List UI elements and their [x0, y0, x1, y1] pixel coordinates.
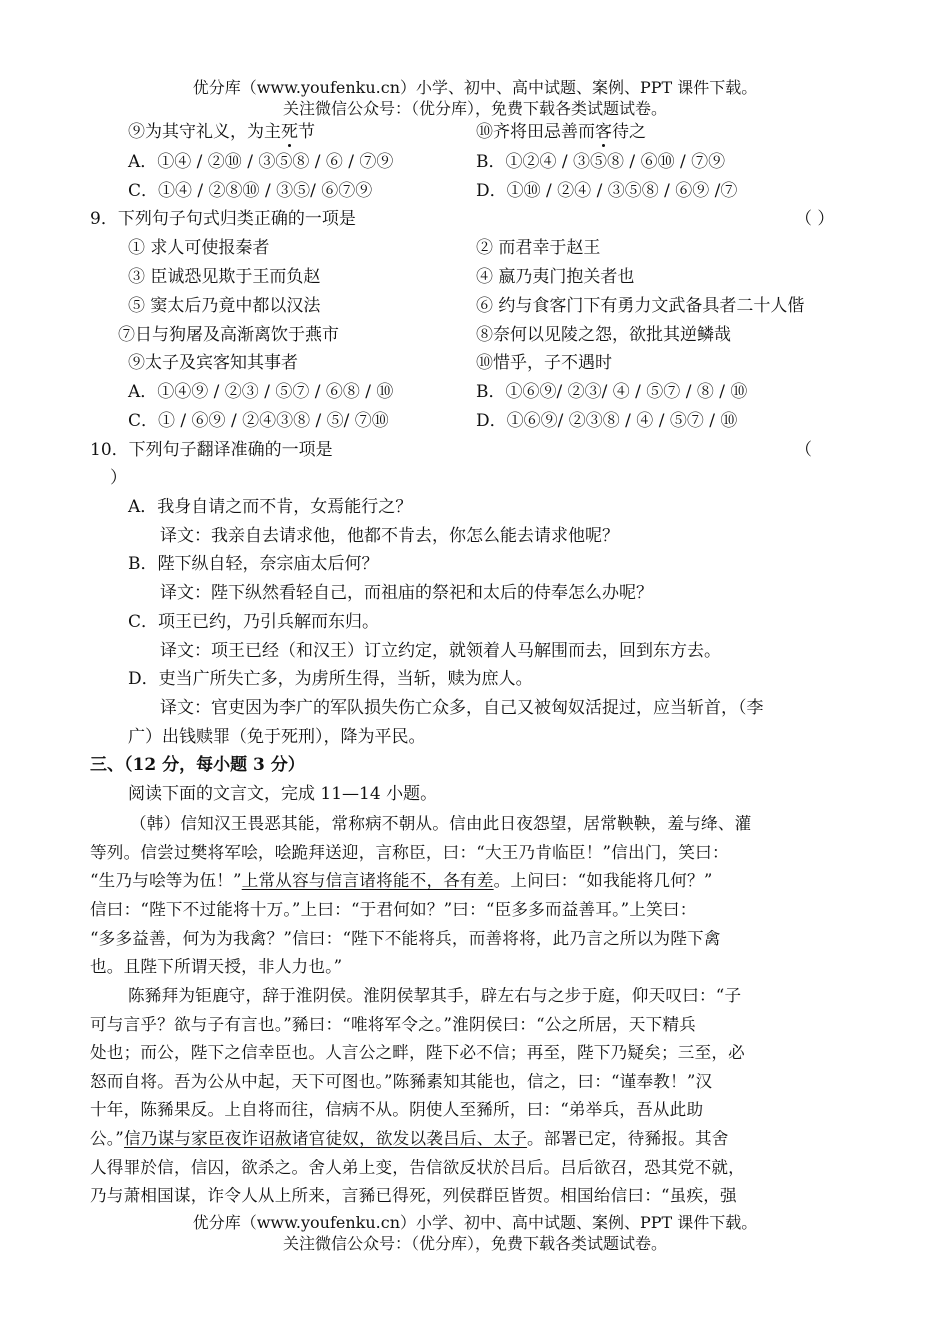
passage-line: 信曰：“陛下不过能将十万。”上曰：“于君何如？”曰：“臣多多而益善耳。”上笑曰：	[90, 900, 697, 919]
q9-item: ⑨太子及宾客知其事者	[128, 353, 298, 373]
q10-option-a[interactable]: A．我身自请之而不肯，女焉能行之？	[128, 497, 413, 517]
q9-option-c[interactable]: C．① / ⑥⑨ / ②④③⑧ / ⑤/ ⑦⑩	[128, 411, 389, 431]
q9-option-b[interactable]: B．①⑥⑨/ ②③/ ④ / ⑤⑦ / ⑧ / ⑩	[476, 382, 748, 402]
passage-line: 公。”信乃谋与家臣夜诈诏赦诸官徒奴，欲发以袭吕后、太子。部署已定，待豨报。其舍	[90, 1129, 729, 1148]
section-3-title: 三、（12 分，每小题 3 分）	[90, 755, 305, 775]
passage-line: 乃与萧相国谋，诈令人从上所来，言豨已得死，列侯群臣皆贺。相国绐信曰：“虽疾，强	[90, 1186, 737, 1205]
q10-option-b[interactable]: B．陛下纵自轻，奈宗庙太后何？	[128, 554, 379, 574]
underlined-sentence-1: 上常从容与信言诸将能不，各有差	[241, 871, 494, 890]
passage-line: 十年，陈豨果反。上自将而往，信病不从。阴使人至豨所，曰：“弟举兵，吾从此助	[90, 1100, 704, 1119]
q10-option-a-translation: 译文：我亲自去请求他，他都不肯去，你怎么能去请求他呢？	[160, 526, 619, 546]
q9-item: ① 求人可使报秦者	[128, 238, 270, 258]
passage-line: 怒而自将。吾为公从中起，天下可图也。”陈豨素知其能也，信之，曰：“谨奉教！”汉	[90, 1072, 713, 1091]
footer-line-1: 优分库（www.youfenku.cn）小学、初中、高中试题、案例、PPT 课件下载。	[192, 1213, 758, 1232]
passage-line: “生乃与哙等为伍！”上常从容与信言诸将能不，各有差。上问曰：“如我能将几何？”	[90, 871, 713, 890]
q10-paren-open: （	[795, 440, 812, 460]
q9-item: ⑩惜乎，子不遇时	[476, 353, 612, 373]
q8-option-d[interactable]: D．①⑩ / ②④ / ③⑤⑧ / ⑥⑨ /⑦	[476, 181, 738, 201]
q10-option-b-translation: 译文：陛下纵然看轻自己，而祖庙的祭祀和太后的侍奉怎么办呢？	[160, 583, 653, 603]
q10-paren-close: ）	[110, 468, 127, 488]
q9-item: ④ 嬴乃夷门抱关者也	[476, 267, 635, 287]
passage-line: 陈豨拜为钜鹿守，辞于淮阴侯。淮阴侯挈其手，辟左右与之步于庭，仰天叹曰：“子	[128, 986, 742, 1005]
passage-line: 可与言乎？欲与子有言也。”豨曰：“唯将军令之。”淮阴侯曰：“公之所居，天下精兵	[90, 1015, 696, 1034]
passage-line: 等列。信尝过樊将军哙，哙跪拜送迎，言称臣，曰：“大王乃肯临臣！”信出门，笑曰：	[90, 843, 729, 862]
passage-line: 处也；而公，陛下之信幸臣也。人言公之畔，陛下必不信；再至，陛下乃疑矣；三至，必	[90, 1043, 745, 1062]
q8-item-9: ⑨为其守礼义，为主死节	[128, 122, 315, 142]
q9-item: ⑤ 窦太后乃竟中都以汉法	[128, 296, 321, 316]
q8-option-b[interactable]: B．①②④ / ③⑤⑧ / ⑥⑩ / ⑦⑨	[476, 152, 726, 172]
q10-stem: 10．下列句子翻译准确的一项是	[90, 440, 333, 460]
q9-item: ③ 臣诚恐见欺于王而负赵	[128, 267, 321, 287]
q8-option-a[interactable]: A．①④ / ②⑩ / ③⑤⑧ / ⑥ / ⑦⑨	[128, 152, 394, 172]
q10-option-d[interactable]: D．吏当广所失亡多，为虏所生得，当斩，赎为庶人。	[128, 669, 533, 689]
q10-option-c-translation: 译文：项王已经（和汉王）订立约定，就领着人马解围而去，回到东方去。	[160, 641, 721, 661]
passage-line: “多多益善，何为为我禽？”信曰：“陛下不能将兵，而善将将，此乃言之所以为陛下禽	[90, 929, 721, 948]
q9-item: ⑧奈何以见陵之怨，欲批其逆鳞哉	[476, 325, 731, 345]
q9-item: ② 而君幸于赵王	[476, 238, 601, 258]
passage-line: 也。且陛下所谓天授，非人力也。”	[90, 957, 343, 976]
passage-line: 人得罪於信，信囚，欲杀之。舍人弟上变，告信欲反状於吕后。吕后欲召，恐其党不就，	[90, 1158, 745, 1177]
q8-option-c[interactable]: C．①④ / ②⑧⑩ / ③⑤/ ⑥⑦⑨	[128, 181, 373, 201]
q10-option-c[interactable]: C．项王已约，乃引兵解而东归。	[128, 612, 380, 632]
q9-item: ⑦日与狗屠及高渐离饮于燕市	[118, 325, 339, 345]
section-3-intro: 阅读下面的文言文，完成 11—14 小题。	[128, 784, 438, 804]
passage-line: （韩）信知汉王畏恶其能，常称病不朝从。信由此日夜怨望，居常鞅鞅，羞与绛、灌	[130, 814, 752, 833]
q10-option-d-translation-line-2: 广）出钱赎罪（免于死刑），降为平民。	[128, 727, 426, 747]
q9-option-a[interactable]: A．①④⑨ / ②③ / ⑤⑦ / ⑥⑧ / ⑩	[128, 382, 394, 402]
underlined-sentence-2: 信乃谋与家臣夜诈诏赦诸官徒奴，欲发以袭吕后、太子	[123, 1129, 528, 1148]
q10-option-d-translation-line-1: 译文：官吏因为李广的军队损失伤亡众多，自己又被匈奴活捉过，应当斩首，（李	[160, 698, 764, 718]
q9-item: ⑥ 约与食客门下有勇力文武备具者二十人偕	[476, 296, 805, 316]
header-line-2: 关注微信公众号：（优分库），免费下载各类试题试卷。	[282, 99, 667, 118]
footer-line-2: 关注微信公众号：（优分库），免费下载各类试题试卷。	[282, 1234, 667, 1253]
q9-answer-paren: （ ）	[795, 209, 835, 229]
header-line-1: 优分库（www.youfenku.cn）小学、初中、高中试题、案例、PPT 课件下载。	[192, 78, 758, 97]
q8-item-10: ⑩齐将田忌善而客待之	[476, 122, 646, 142]
q9-stem: 9．下列句子句式归类正确的一项是	[90, 209, 356, 229]
q9-option-d[interactable]: D．①⑥⑨/ ②③⑧ / ④ / ⑤⑦ / ⑩	[476, 411, 738, 431]
